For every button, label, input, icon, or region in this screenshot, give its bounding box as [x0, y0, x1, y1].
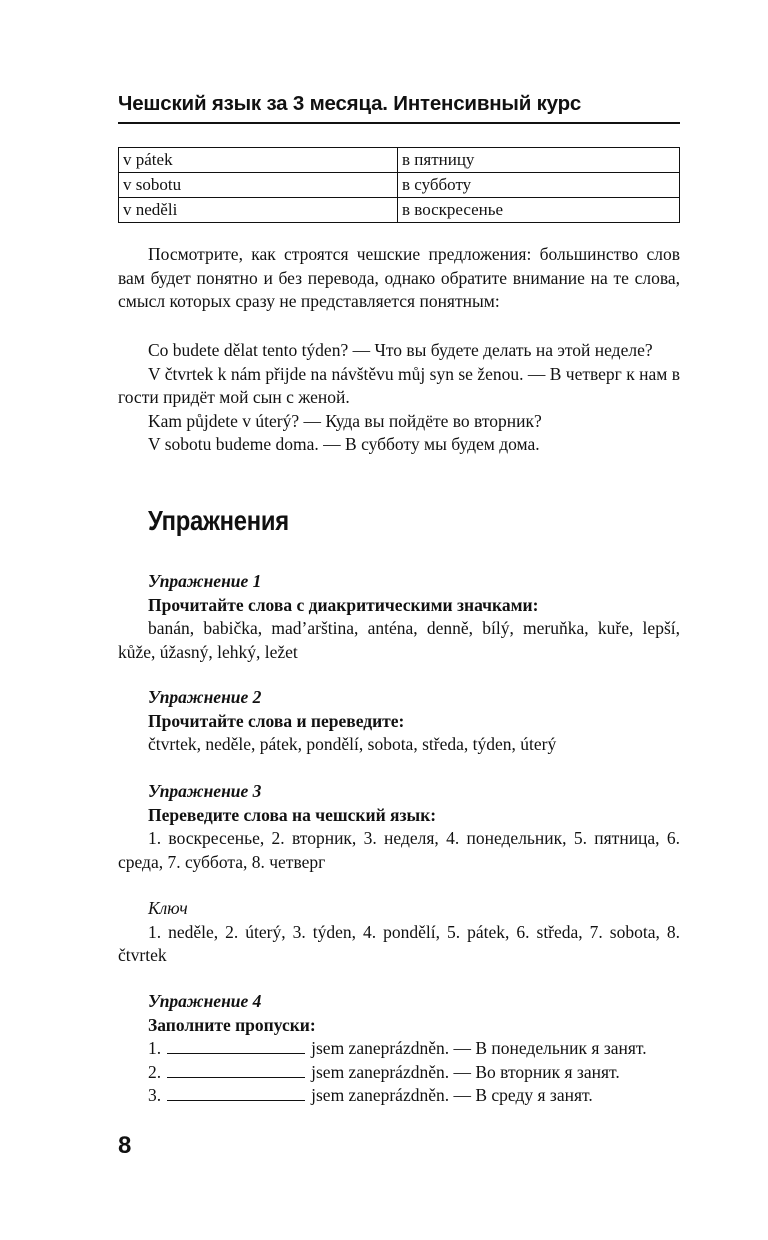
exercise-3: [118, 780, 680, 874]
example-sentence: V čtvrtek k nám přijde na návštěvu můj syn se ženou. — В четверг к нам в гости придёт мой сын с женой.: [118, 363, 680, 407]
exercise-instruction: Прочитайте слова и переведите:: [148, 710, 405, 731]
vocab-table: [118, 147, 680, 223]
exercise-instruction: Прочитайте слова с диакритическими значками:: [148, 594, 539, 615]
table-cell-cz: v sobotu: [119, 173, 398, 198]
table-cell-ru: в субботу: [398, 173, 680, 198]
item-number: 2.: [148, 1061, 162, 1082]
key-title: Ключ: [148, 898, 188, 918]
exercise-title: Упражнение 4: [148, 991, 262, 1011]
table-row: [119, 198, 680, 223]
header-rule: [118, 122, 680, 124]
table-cell-ru: в воскресенье: [398, 198, 680, 223]
exercise-title: Упражнение 2: [148, 687, 262, 707]
item-text: jsem zaneprázdněn. — Во вторник я занят.: [311, 1061, 620, 1082]
answer-key: [118, 897, 680, 968]
intro-paragraph: Посмотрите, как строятся чешские предложения: большинство слов вам будет понятно и без перевода, однако обратите внимание на те слова, смысл которых сразу не представляется понятным:: [118, 244, 680, 311]
examples: [118, 339, 680, 457]
table-row: [119, 148, 680, 173]
exercise-body: čtvrtek, neděle, pátek, pondělí, sobota, středa, týden, úterý: [148, 734, 557, 754]
table-row: [119, 173, 680, 198]
example-sentence: Kam půjdete v úterý? — Куда вы пойдёте во вторник?: [148, 410, 542, 431]
table-cell-ru: в пятницу: [398, 148, 680, 173]
item-text: jsem zaneprázdněn. — В среду я занят.: [311, 1085, 593, 1105]
page-number: 8: [118, 1132, 132, 1159]
key-body: 1. neděle, 2. úterý, 3. týden, 4. pondělí, 5. pátek, 6. středa, 7. sobota, 8. čtvrtek: [118, 921, 680, 965]
exercise-4: [118, 990, 680, 1108]
running-head: Чешский язык за 3 месяца. Интенсивный курс: [118, 92, 582, 115]
item-number: 3.: [148, 1085, 162, 1105]
exercise-body: banán, babička, mad’arština, anténa, denně, bílý, meruňka, kuře, lepší, kůže, úžasný, lehký, ležet: [118, 618, 680, 662]
table-cell-cz: v neděli: [119, 198, 398, 223]
exercise-2: [118, 686, 680, 757]
exercise-body: 1. воскресенье, 2. вторник, 3. неделя, 4. понедельник, 5. пятница, 6. среда, 7. суббота, 8. четверг: [118, 828, 680, 872]
exercise-title: Упражнение 3: [148, 781, 262, 801]
blank-line: [167, 1037, 305, 1054]
example-sentence: Co budete dělat tento týden? — Что вы будете делать на этой неделе?: [148, 340, 653, 360]
example-sentence: V sobotu budeme doma. — В субботу мы будем дома.: [148, 434, 540, 454]
fill-blank-item: [118, 1037, 680, 1061]
exercise-instruction: Переведите слова на чешский язык:: [148, 804, 437, 825]
fill-blank-item: [118, 1084, 680, 1108]
exercise-1: [118, 570, 680, 664]
item-text: jsem zaneprázdněn. — В понедельник я занят.: [311, 1038, 647, 1058]
fill-blank-item: [118, 1061, 680, 1085]
item-number: 1.: [148, 1038, 162, 1058]
exercise-instruction: Заполните пропуски:: [148, 1014, 316, 1035]
exercise-title: Упражнение 1: [148, 571, 262, 591]
section-heading: Упражнения: [148, 505, 289, 536]
blank-line: [167, 1061, 305, 1078]
blank-line: [167, 1084, 305, 1101]
table-cell-cz: v pátek: [119, 148, 398, 173]
